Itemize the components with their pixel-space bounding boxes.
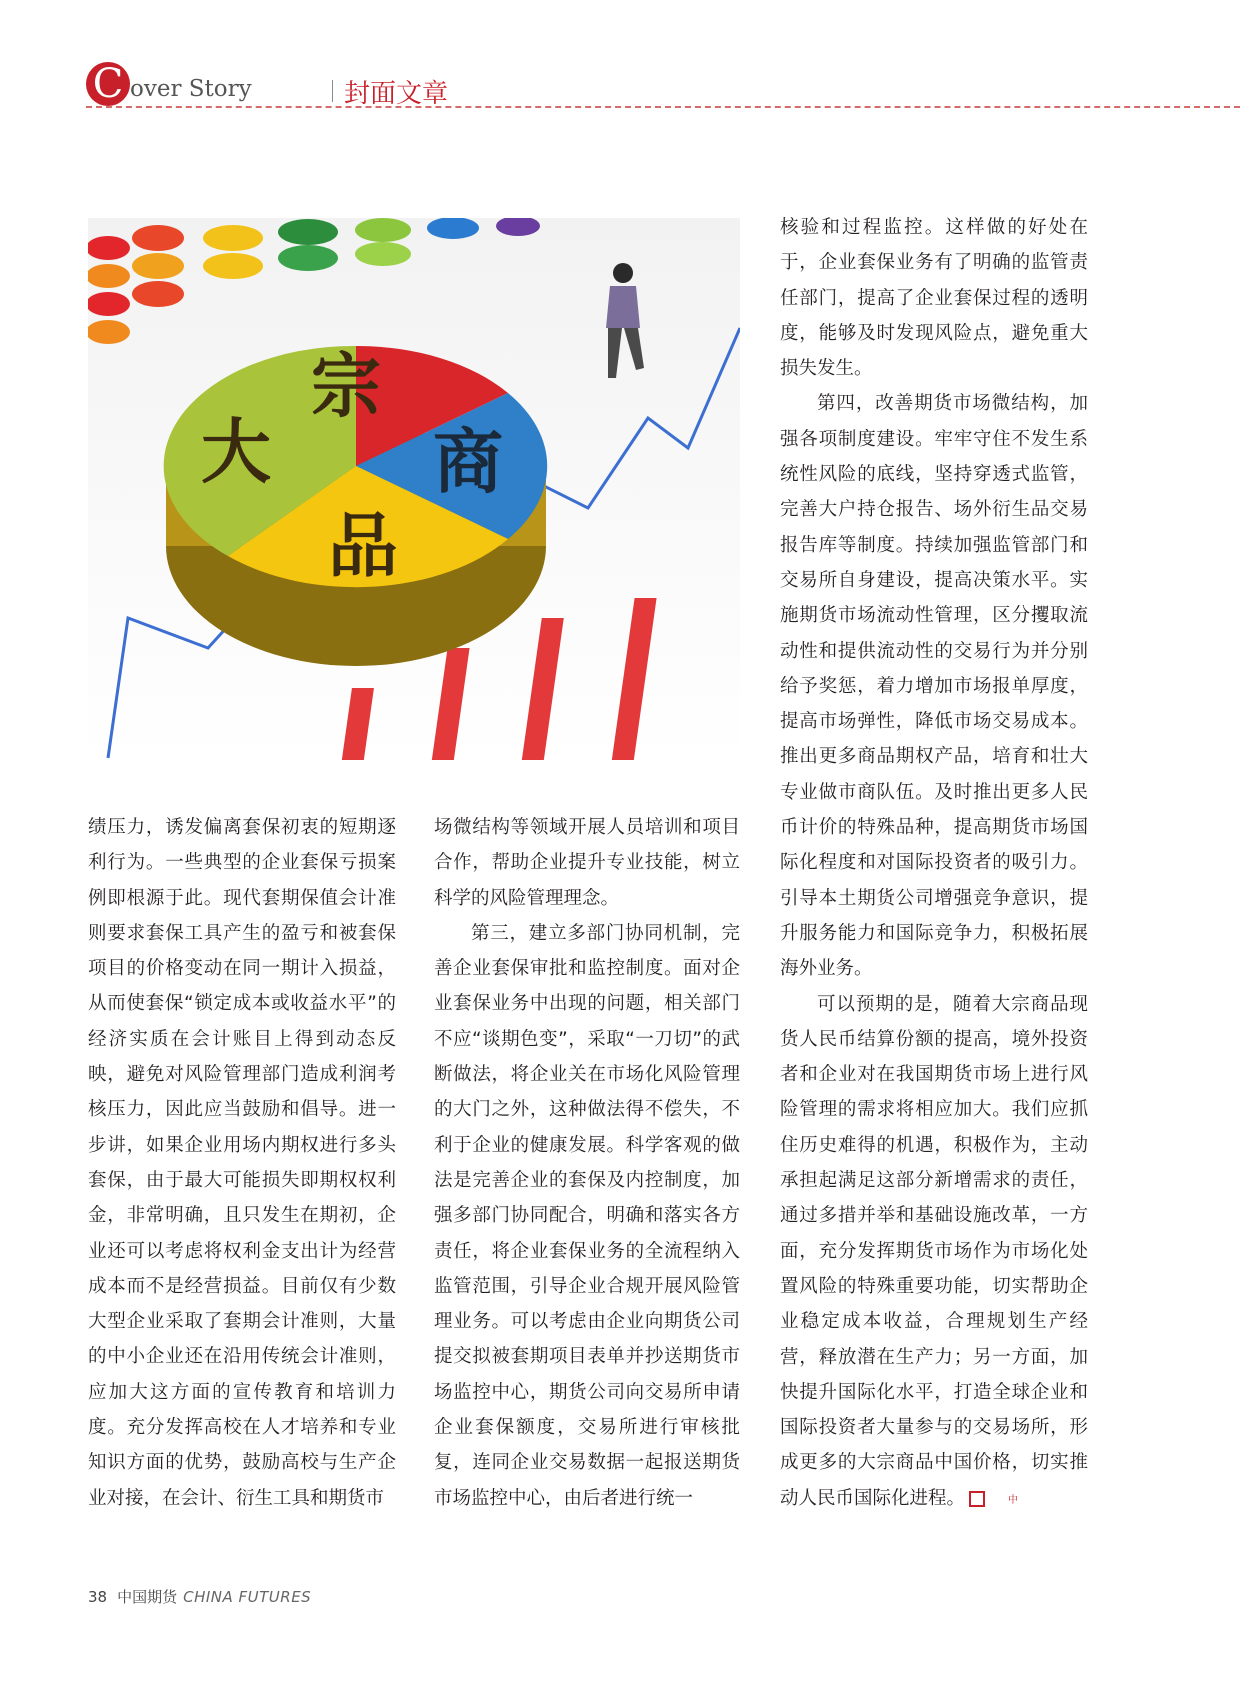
magazine-name: 中国期货: [117, 1588, 178, 1606]
header-section-title: 封面文章: [344, 79, 449, 109]
paragraph: 核验和过程监控。这样做的好处在于，企业套保业务有了明确的监管责任部门，提高了企业套保过程的透明度，能够及时发现风险点，避免重大损失发生。: [780, 217, 1088, 380]
pie-label-da: 大: [201, 411, 271, 493]
header-english: over Story: [130, 76, 252, 102]
text-column-middle: [434, 810, 740, 1516]
commodities-pie-illustration: [88, 218, 740, 760]
end-of-article-mark: 中: [969, 1491, 985, 1507]
paragraph: 第三，建立多部门协同机制，完善企业套保审批和监控制度。面对企业套保业务中出现的问题，相关部门不应“谈期色变”，采取“一刀切”的武断做法，将企业关在市场化风险管理的大门之外，这种做法得不偿失，不利于企业的健康发展。科学客观的做法是完善企业的套保及内控制度，加强多部门协同配合，明确和落实各方责任，将企业套保业务的全流程纳入监管范围，引导企业合规开展风险管理业务。可以考虑由企业向期货公司提交拟被套期项目表单并抄送期货市场监控中心，期货公司向交易所申请企业套保额度，交易所进行审核批复，连同企业交易数据一起报送期货市场监控中心，由后者进行统一: [434, 922, 740, 1509]
pie-label-shang: 商: [433, 421, 503, 503]
paragraph-last: [780, 987, 1088, 1516]
paragraph-text: 可以预期的是，随着大宗商品现货人民币结算份额的提高，境外投资者和企业对在我国期货市场上进行风险管理的需求将相应加大。我们应抓住历史难得的机遇，积极作为，主动承担起满足这部分新增需求的责任，通过多措并举和基础设施改革，一方面，充分发挥期货市场作为市场化处置风险的特殊重要功能，切实帮助企业稳定成本收益，合理规划生产经营，释放潜在生产力；另一方面，加快提升国际化水平，打造全球企业和国际投资者大量参与的交易场所，形成更多的大宗商品中国价格，切实推动人民币国际化进程。: [780, 993, 1088, 1509]
paragraph: 第四，改善期货市场微结构，加强各项制度建设。牢牢守住不发生系统性风险的底线，坚持穿透式监管，完善大户持仓报告、场外衍生品交易报告库等制度。持续加强监管部门和交易所自身建设，提高决策水平。实施期货市场流动性管理，区分攫取流动性和提供流动性的交易行为并分别给予奖惩，着力增加市场报单厚度，提高市场弹性，降低市场交易成本。推出更多商品期权产品，培育和壮大专业做市商队伍。及时推出更多人民币计价的特殊品种，提高期货市场国际化程度和对国际投资者的吸引力。引导本土期货公司增强竞争意识，提升服务能力和国际竞争力，积极拓展海外业务。: [780, 393, 1088, 980]
header-separator: [332, 80, 333, 102]
paragraph: 绩压力，诱发偏离套保初衷的短期逐利行为。一些典型的企业套保亏损案例即根源于此。现代套期保值会计准则要求套保工具产生的盈亏和被套保项目的价格变动在同一期计入损益，从而使套保“锁定成本或收益水平”的经济实质在会计账目上得到动态反映，避免对风险管理部门造成利润考核压力，因此应当鼓励和倡导。进一步讲，如果企业用场内期权进行多头套保，由于最大可能损失即期权权利金，非常明确，且只发生在期初，企业还可以考虑将权利金支出计为经营成本而不是经营损益。目前仅有少数大型企业采取了套期会计准则，大量的中小企业还在沿用传统会计准则，应加大这方面的宣传教育和培训力度。充分发挥高校在人才培养和专业知识方面的优势，鼓励高校与生产企业对接，在会计、衍生工具和期货市: [88, 817, 396, 1509]
cover-illustration: [88, 218, 740, 760]
pie-label-zong: 宗: [311, 345, 381, 427]
pie-chart-3d: [164, 345, 548, 666]
page-footer: [88, 1586, 311, 1607]
paragraph: 场微结构等领域开展人员培训和项目合作，帮助企业提升专业技能，树立科学的风险管理理念。: [434, 817, 740, 909]
page-number: 38: [88, 1588, 108, 1606]
magazine-name-en: CHINA FUTURES: [183, 1588, 312, 1606]
pie-label-pin: 品: [328, 505, 398, 587]
text-column-right: [780, 210, 1088, 1516]
header-divider: [86, 106, 1240, 108]
text-column-left: [88, 810, 396, 1516]
header-initial: C: [86, 62, 130, 106]
